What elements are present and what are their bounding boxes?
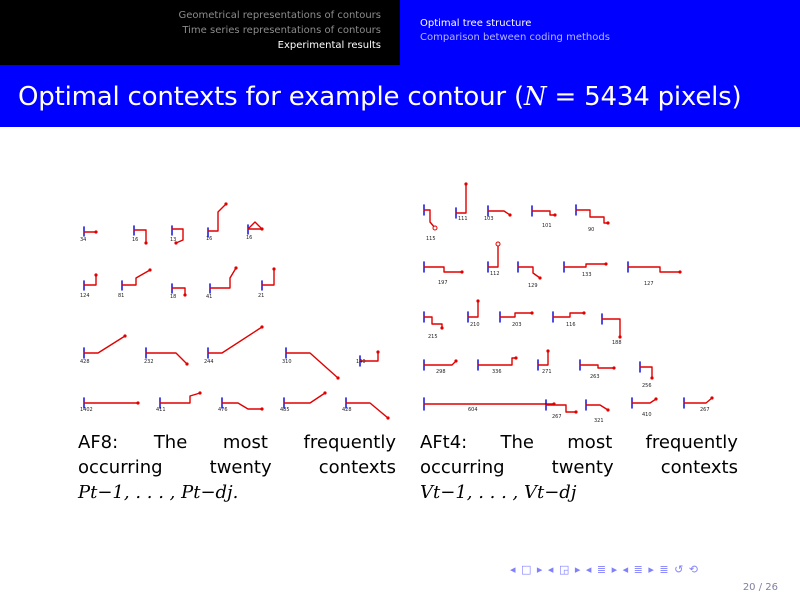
aft4-label-21: 604 — [468, 407, 478, 413]
aft4-label-12: 210 — [470, 322, 480, 328]
caption-word: occurring — [420, 457, 505, 478]
aft4-label-4: 101 — [542, 223, 552, 229]
af8-context-13 — [204, 325, 264, 365]
af8-context-20 — [342, 398, 390, 420]
af8-label-19: 485 — [280, 407, 290, 413]
af8-label-20: 428 — [342, 407, 352, 413]
caption-word: twenty — [551, 457, 614, 478]
title-suffix: = 5434 pixels) — [546, 82, 742, 112]
aft4-label-5: 90 — [588, 227, 595, 233]
af8-context-18 — [218, 398, 264, 413]
aft4-label-23: 321 — [594, 418, 604, 424]
aft4-context-2 — [456, 182, 468, 222]
af8-label-17: 411 — [156, 407, 166, 413]
caption-word: The — [500, 432, 534, 453]
title-prefix: Optimal contexts for example contour ( — [18, 82, 524, 112]
aft4-label-16: 298 — [436, 369, 446, 375]
aft4-label-14: 116 — [566, 322, 576, 328]
af8-label-3: 13 — [170, 237, 177, 243]
aft4-context-20 — [640, 362, 654, 389]
af8-caption — [78, 430, 396, 505]
af8-context-16 — [80, 398, 140, 413]
aft4-label-24: 410 — [642, 412, 652, 418]
af8-label-1: 34 — [80, 237, 87, 243]
af8-context-7 — [118, 268, 152, 299]
aft4-context-1 — [424, 205, 437, 242]
aft4-context-4 — [532, 206, 557, 229]
aft4-label-9: 133 — [582, 272, 592, 278]
aft4-label-3: 103 — [484, 216, 494, 222]
aft4-label-7: 112 — [490, 271, 500, 277]
af8-label-9: 41 — [206, 294, 213, 300]
af8-label-13: 244 — [204, 359, 214, 365]
aft4-label-10: 127 — [644, 281, 654, 287]
aft4-label-1: 115 — [426, 236, 436, 242]
aft4-context-24 — [632, 397, 658, 418]
aft4-label-2: 111 — [458, 216, 468, 222]
af8-context-11 — [80, 334, 127, 365]
aft4-context-13 — [500, 311, 534, 328]
af8-context-12 — [144, 348, 189, 366]
af8-label-16: 1402 — [80, 407, 93, 413]
af8-caption-math: Pt−1, . . . , Pt−dj. — [78, 482, 239, 503]
aft4-label-19: 263 — [590, 374, 600, 380]
aft4-label-22: 267 — [552, 414, 562, 420]
title-math-var: N — [523, 82, 547, 112]
af8-context-8 — [170, 284, 187, 300]
aft4-context-7 — [488, 242, 500, 277]
aft4-label-25: 267 — [700, 407, 710, 413]
caption-word: occurring — [78, 457, 163, 478]
section-link-experimental[interactable]: Experimental results — [277, 40, 381, 51]
aft4-label-17: 336 — [492, 369, 502, 375]
page-number: 20 / 26 — [742, 582, 778, 593]
subsection-link-optimal-tree[interactable]: Optimal tree structure — [420, 18, 532, 29]
section-link-geometrical[interactable]: Geometrical representations of contours — [178, 10, 381, 21]
caption-word: twenty — [209, 457, 272, 478]
aft4-label-11: 215 — [428, 334, 438, 340]
caption-word: most — [567, 432, 613, 453]
aft4-context-16 — [424, 359, 458, 375]
aft4-context-19 — [580, 360, 616, 380]
aft4-context-10 — [628, 262, 682, 287]
caption-word: contexts — [318, 457, 396, 478]
aft4-context-23 — [586, 400, 610, 424]
af8-label-12: 232 — [144, 359, 154, 365]
aft4-context-18 — [538, 349, 552, 375]
aft4-caption — [420, 430, 738, 505]
aft4-context-12 — [468, 299, 480, 328]
aft4-label-15: 188 — [612, 340, 622, 346]
af8-context-6 — [80, 273, 98, 299]
af8-label-11: 428 — [80, 359, 90, 365]
af8-label-8: 18 — [170, 294, 177, 300]
af8-context-3 — [170, 226, 183, 245]
caption-word: contexts — [660, 457, 738, 478]
af8-label-4: 16 — [206, 236, 213, 242]
aft4-context-15 — [602, 314, 622, 346]
af8-label-7: 81 — [118, 293, 125, 299]
aft4-label-13: 203 — [512, 322, 522, 328]
caption-word: frequently — [645, 432, 738, 453]
aft4-context-25 — [684, 396, 714, 413]
aft4-context-5 — [576, 205, 610, 233]
af8-label-5: 16 — [246, 235, 253, 241]
aft4-label-18: 271 — [542, 369, 552, 375]
caption-word: AF8: — [78, 432, 119, 453]
af8-context-2 — [132, 226, 148, 245]
af8-label-14: 310 — [282, 359, 292, 365]
section-link-time-series[interactable]: Time series representations of contours — [182, 25, 381, 36]
caption-word: AFt4: — [420, 432, 468, 453]
af8-label-10: 21 — [258, 293, 265, 299]
caption-word: The — [153, 432, 188, 453]
af8-context-19 — [280, 391, 327, 413]
aft4-context-8 — [518, 262, 542, 289]
caption-word: frequently — [303, 432, 396, 453]
aft4-label-20: 256 — [642, 383, 652, 389]
aft4-context-17 — [478, 356, 518, 375]
af8-context-10 — [258, 267, 276, 299]
af8-context-9 — [206, 266, 238, 300]
af8-label-2: 16 — [132, 237, 139, 243]
aft4-context-14 — [553, 311, 586, 328]
af8-context-17 — [156, 391, 202, 413]
subsection-link-comparison[interactable]: Comparison between coding methods — [420, 32, 610, 43]
af8-context-15 — [356, 350, 380, 366]
af8-context-5 — [246, 222, 264, 241]
beamer-navigation-icons[interactable]: ◂ □ ▸ ◂ ◲ ▸ ◂ ≣ ▸ ◂ ≣ ▸ ≣ ↺ ⟲ — [510, 563, 699, 576]
af8-label-18: 476 — [218, 407, 228, 413]
aft4-context-6 — [424, 262, 464, 286]
af8-label-6: 124 — [80, 293, 90, 299]
aft4-label-8: 129 — [528, 283, 538, 289]
aft4-label-6: 197 — [438, 280, 448, 286]
af8-context-4 — [206, 202, 228, 242]
af8-context-1 — [80, 227, 98, 243]
af8-label-15: 140 — [356, 359, 366, 365]
aft4-context-21 — [424, 398, 556, 413]
caption-word: most — [222, 432, 268, 453]
aft4-context-3 — [484, 206, 512, 222]
aft4-context-22 — [546, 400, 578, 420]
aft4-context-9 — [564, 262, 608, 278]
af8-context-14 — [282, 348, 340, 380]
aft4-caption-math: Vt−1, . . . , Vt−dj — [420, 482, 577, 503]
aft4-context-11 — [424, 312, 444, 340]
